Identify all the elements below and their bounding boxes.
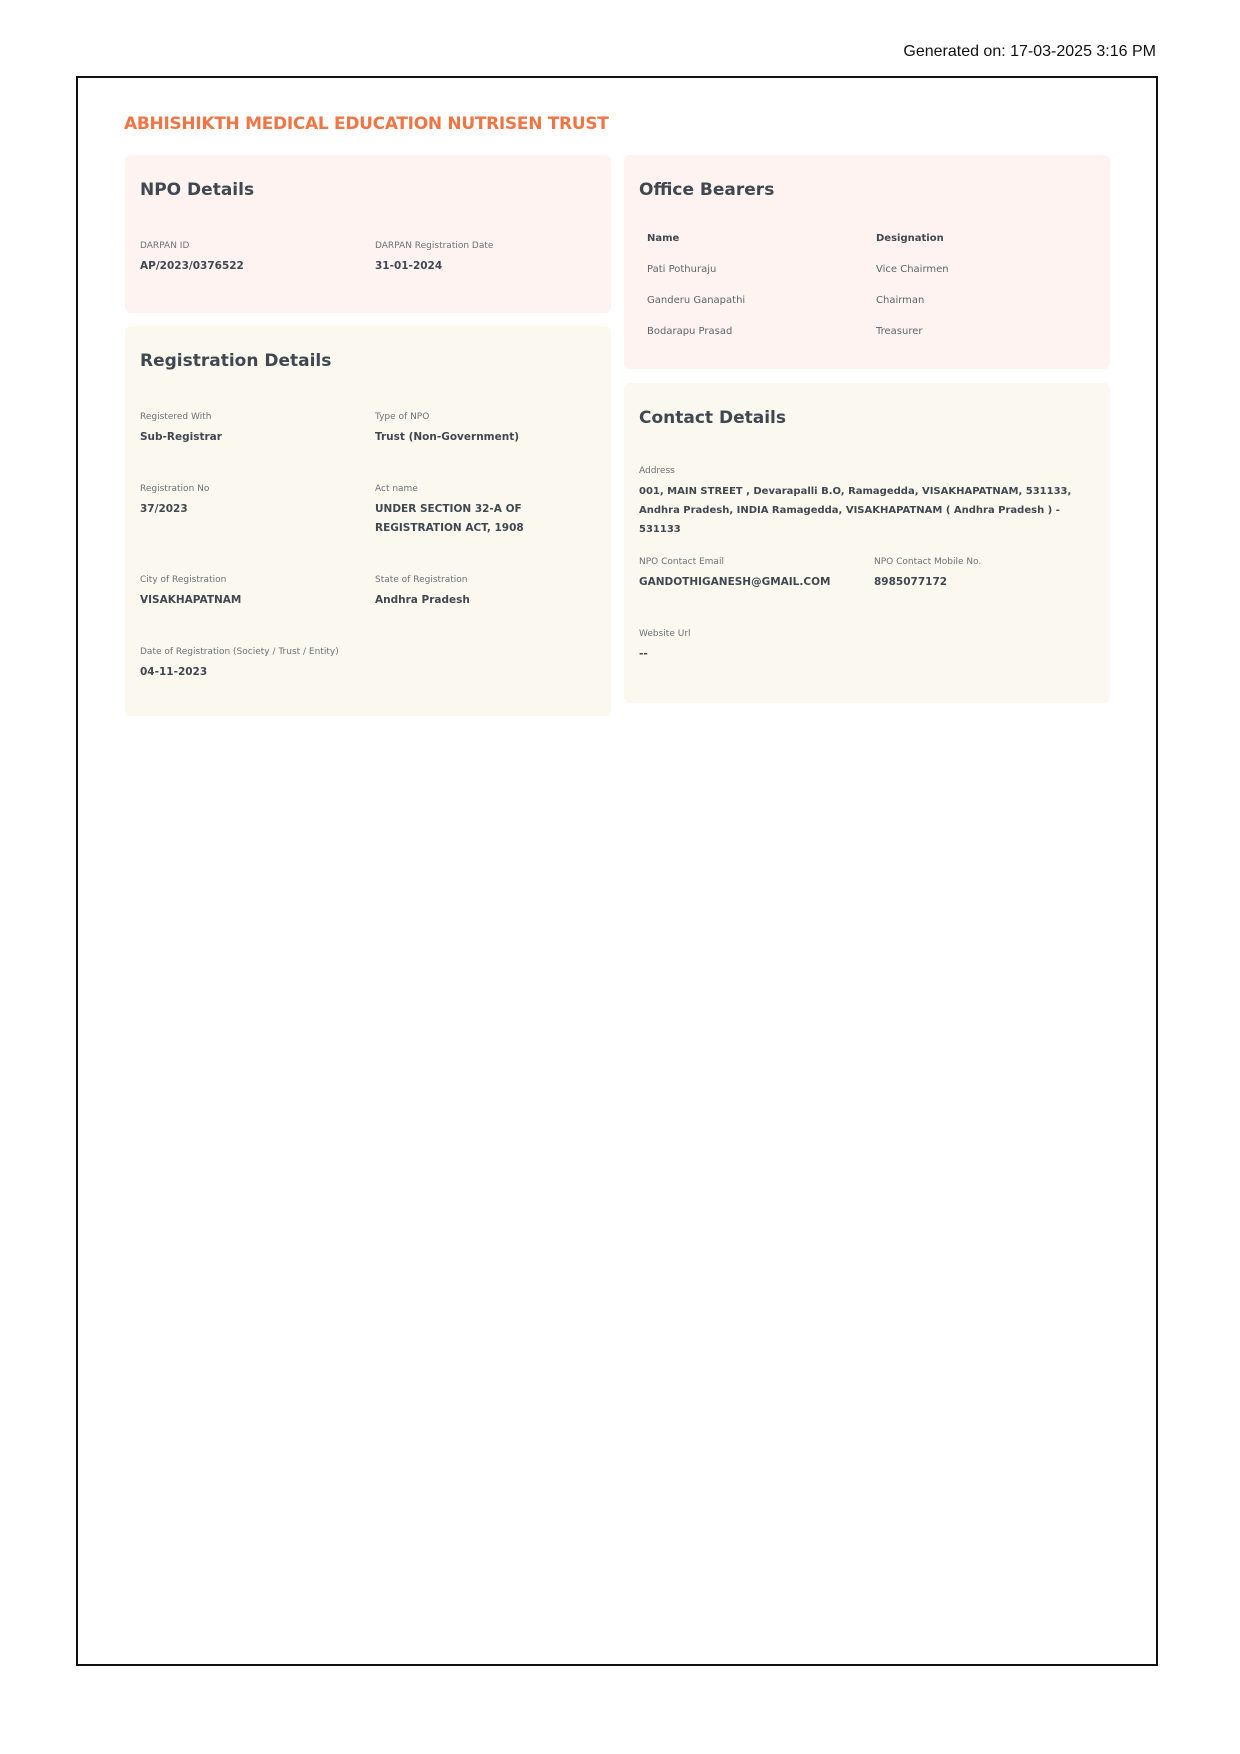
bearer-designation: Treasurer	[876, 326, 923, 337]
registration-date-field	[140, 647, 440, 682]
city-value: VISAKHAPATNAM	[140, 594, 242, 606]
registration-no-field	[140, 484, 360, 519]
generated-timestamp: Generated on: 17-03-2025 3:16 PM	[903, 43, 1156, 60]
npo-type-value: Trust (Non-Government)	[375, 431, 520, 443]
registration-date-value: 04-11-2023	[140, 666, 208, 678]
bearers-col-designation: Designation	[876, 233, 944, 244]
darpan-reg-date-field	[375, 241, 493, 276]
npo-details-card	[125, 155, 611, 313]
bearers-col-name: Name	[647, 233, 680, 244]
registration-details-title: Registration Details	[140, 351, 332, 371]
darpan-id-field	[140, 241, 244, 276]
email-value: GANDOTHIGANESH@GMAIL.COM	[639, 576, 831, 588]
bearer-name: Pati Pothuraju	[647, 264, 717, 275]
bearer-name: Ganderu Ganapathi	[647, 295, 746, 306]
registered-with-value: Sub-Registrar	[140, 431, 222, 443]
contact-details-title: Contact Details	[639, 408, 786, 428]
mobile-value: 8985077172	[874, 576, 948, 588]
website-field	[639, 629, 859, 664]
address-value: 001, MAIN STREET , Devarapalli B.O, Ramagedda, VISAKHAPATNAM, 531133, Andhra Pradesh, INDIA Ramagedda, VISAKHAPATNAM ( Andhra Pradesh ) - 531133	[639, 486, 1072, 535]
npo-type-label: Type of NPO	[375, 412, 430, 422]
darpan-reg-date-value: 31-01-2024	[375, 260, 443, 272]
document-frame	[76, 76, 1158, 1666]
registration-no-label: Registration No	[140, 484, 210, 494]
website-value: --	[639, 648, 648, 660]
bearer-name: Bodarapu Prasad	[647, 326, 733, 337]
npo-details-title: NPO Details	[140, 180, 255, 200]
registered-with-field	[140, 412, 360, 447]
city-label: City of Registration	[140, 575, 227, 585]
office-bearers-title: Office Bearers	[639, 180, 775, 200]
email-label: NPO Contact Email	[639, 557, 724, 567]
darpan-reg-date-label: DARPAN Registration Date	[375, 241, 494, 251]
address-label: Address	[639, 466, 675, 476]
address-field	[639, 466, 1101, 539]
bearer-designation: Chairman	[876, 295, 925, 306]
email-field	[639, 557, 859, 592]
city-field	[140, 575, 360, 610]
registration-no-value: 37/2023	[140, 503, 188, 515]
website-label: Website Url	[639, 629, 691, 639]
act-name-value: UNDER SECTION 32-A OF REGISTRATION ACT, 1908	[375, 503, 524, 534]
organization-name: ABHISHIKTH MEDICAL EDUCATION NUTRISEN TRUST	[124, 114, 609, 134]
state-value: Andhra Pradesh	[375, 594, 470, 606]
contact-details-card	[624, 383, 1110, 703]
state-label: State of Registration	[375, 575, 468, 585]
darpan-id-value: AP/2023/0376522	[140, 260, 244, 272]
state-field	[375, 575, 595, 610]
mobile-label: NPO Contact Mobile No.	[874, 557, 982, 567]
registered-with-label: Registered With	[140, 412, 212, 422]
office-bearers-card	[624, 155, 1110, 369]
registration-date-label: Date of Registration (Society / Trust / Entity)	[140, 647, 339, 657]
darpan-id-label: DARPAN ID	[140, 241, 190, 251]
mobile-field	[874, 557, 1094, 592]
bearer-designation: Vice Chairmen	[876, 264, 949, 275]
act-name-label: Act name	[375, 484, 418, 494]
npo-type-field	[375, 412, 595, 447]
act-name-field	[375, 484, 597, 538]
registration-details-card	[125, 326, 611, 716]
